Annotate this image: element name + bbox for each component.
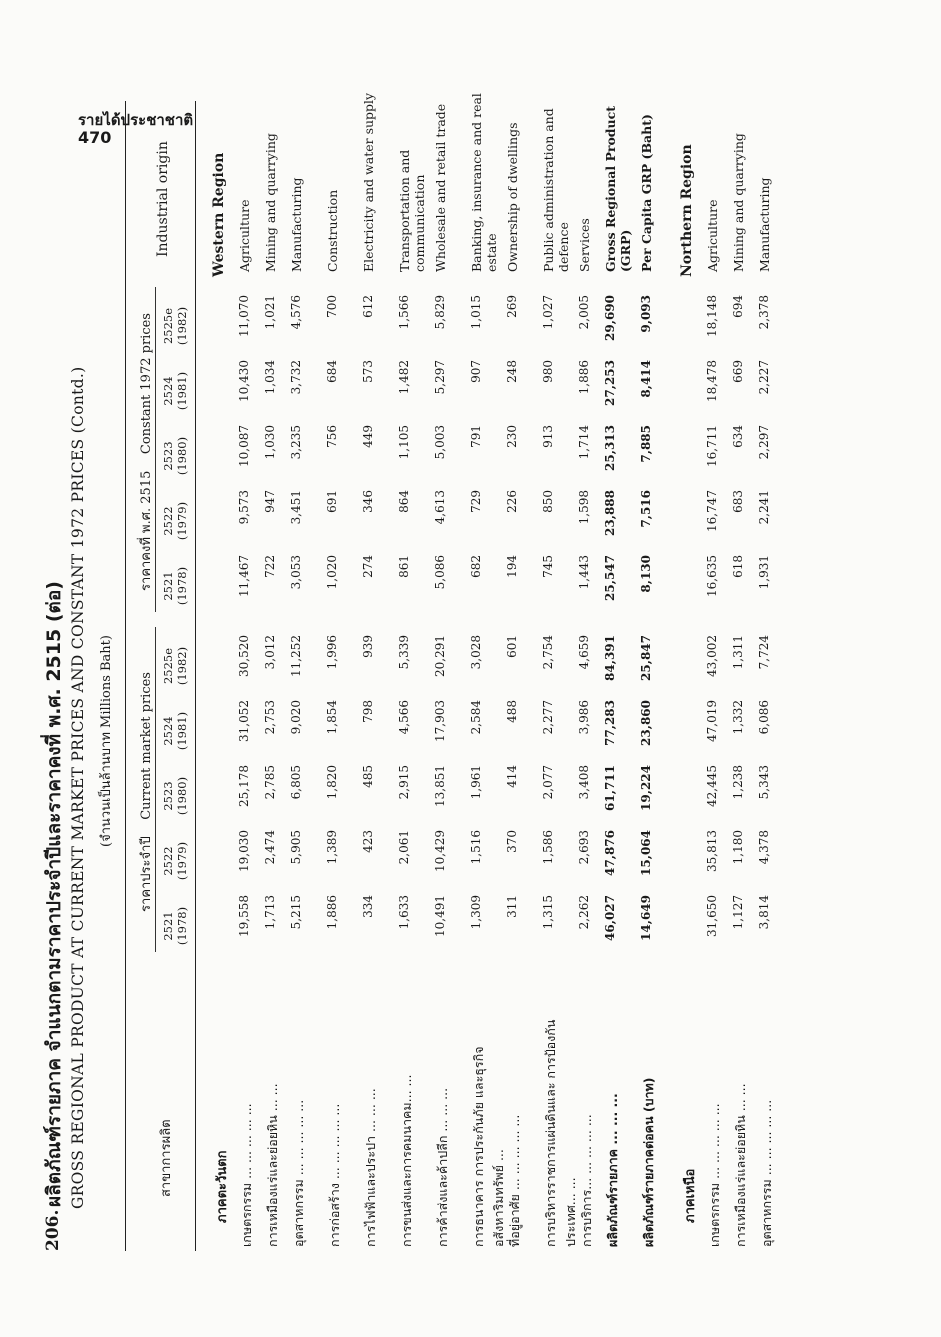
cell-value: 1,854	[325, 700, 339, 735]
cell-value: 1,021	[263, 295, 277, 330]
cell-value: 194	[505, 555, 519, 578]
cell-value: 414	[505, 765, 519, 788]
cell-value: 2,061	[397, 830, 411, 865]
year-header	[161, 425, 190, 487]
cell-value: 485	[361, 765, 375, 788]
cell-value: 5,086	[433, 555, 447, 590]
cell-value: 248	[505, 360, 519, 383]
table-unit: (จำนวนเป็นล้านบาท Millions Baht)	[99, 635, 114, 847]
cell-value: 16,747	[705, 490, 719, 532]
group-current-english: Current market prices	[139, 672, 154, 820]
cell-value: 269	[505, 295, 519, 318]
cell-value: 19,558	[237, 895, 251, 937]
cell-value: 2,262	[577, 895, 591, 930]
cell-value: 1,020	[325, 555, 339, 590]
year-be: 2523	[161, 441, 175, 471]
cell-value: 61,711	[603, 765, 617, 811]
cell-value: 5,829	[433, 295, 447, 330]
cell-value: 5,343	[757, 765, 771, 800]
year-header	[161, 295, 190, 357]
cell-value: 5,339	[397, 635, 411, 670]
row-label-english: Agriculture	[237, 199, 252, 272]
cell-value: 5,905	[289, 830, 303, 865]
group-header-current	[135, 627, 156, 957]
year-be: 2525e	[161, 307, 175, 345]
cell-value: 15,064	[639, 830, 653, 876]
cell-value: 346	[361, 490, 375, 513]
cell-value: 3,012	[263, 635, 277, 670]
cell-value: 700	[325, 295, 339, 318]
cell-value: 2,915	[397, 765, 411, 800]
table-title-thai: ผลิตภัณฑ์รายภาค จำแนกตามราคาประจำปีและราคาคงที่ พ.ศ. 2515 (ต่อ)	[43, 581, 65, 1207]
cell-value: 7,724	[757, 635, 771, 670]
group-constant-thai: ราคาคงที่ พ.ศ. 2515	[139, 470, 154, 591]
cell-value: 1,034	[263, 360, 277, 395]
year-ce: (1980)	[175, 436, 190, 476]
row-label-english: Electricity and water supply	[361, 92, 376, 272]
cell-value: 334	[361, 895, 375, 918]
cell-value: 2,378	[757, 295, 771, 330]
cell-value: 683	[731, 490, 745, 513]
cell-value: 9,020	[289, 700, 303, 735]
table-number: 206.	[43, 1209, 63, 1251]
year-be: 2524	[161, 716, 175, 746]
cell-value: 1,586	[541, 830, 555, 865]
cell-value: 2,785	[263, 765, 277, 800]
header-rule	[195, 101, 196, 1251]
cell-value: 864	[397, 490, 411, 513]
cell-value: 23,860	[639, 700, 653, 746]
row-label-thai: อุตสาหกรรม ... ... ... ... ...	[759, 1099, 774, 1247]
cell-value: 230	[505, 425, 519, 448]
cell-value: 31,052	[237, 700, 251, 742]
cell-value: 47,019	[705, 700, 719, 742]
cell-value: 29,690	[603, 295, 617, 341]
row-label-english: Banking, insurance and real estate	[469, 93, 499, 272]
cell-value: 4,613	[433, 490, 447, 525]
cell-value: 274	[361, 555, 375, 578]
year-ce: (1981)	[175, 711, 190, 751]
cell-value: 1,598	[577, 490, 591, 525]
cell-value: 1,931	[757, 555, 771, 590]
cell-value: 1,015	[469, 295, 483, 330]
row-label-english: Gross Regional Product (GRP)	[603, 105, 633, 272]
cell-value: 634	[731, 425, 745, 448]
cell-value: 1,886	[577, 360, 591, 395]
cell-value: 1,633	[397, 895, 411, 930]
year-header	[161, 700, 190, 762]
cell-value: 18,148	[705, 295, 719, 337]
cell-value: 3,028	[469, 635, 483, 670]
row-label-thai: การค้าส่งและค้าปลีก ... ... ...	[435, 1087, 450, 1247]
row-label-english: Public administration and defence	[541, 108, 571, 272]
group-constant-english: Constant 1972 prices	[139, 313, 154, 455]
row-label-thai: การเหมืองแร่และย่อยหิน ... ...	[733, 1083, 748, 1247]
cell-value: 2,277	[541, 700, 555, 735]
cell-value: 2,474	[263, 830, 277, 865]
cell-value: 694	[731, 295, 745, 318]
cell-value: 31,650	[705, 895, 719, 937]
cell-value: 3,986	[577, 700, 591, 735]
cell-value: 669	[731, 360, 745, 383]
row-label-english: Manufacturing	[757, 177, 772, 272]
top-rule	[125, 101, 126, 1251]
row-label-thai: การบริการ... ... ... ... ...	[579, 1114, 594, 1247]
cell-value: 42,445	[705, 765, 719, 807]
section-title-english: Northern Region	[679, 144, 695, 277]
column-header-thai: สาขาการผลิต	[159, 1119, 174, 1197]
year-ce: (1978)	[175, 566, 190, 606]
year-header	[161, 490, 190, 552]
cell-value: 684	[325, 360, 339, 383]
row-label-english: Mining and quarrying	[263, 133, 278, 272]
cell-value: 756	[325, 425, 339, 448]
cell-value: 423	[361, 830, 375, 853]
row-label-english: Transportation and communication	[397, 149, 427, 272]
cell-value: 10,087	[237, 425, 251, 467]
cell-value: 1,309	[469, 895, 483, 930]
cell-value: 2,241	[757, 490, 771, 525]
cell-value: 1,180	[731, 830, 745, 865]
year-ce: (1982)	[175, 306, 190, 346]
cell-value: 1,713	[263, 895, 277, 930]
year-be: 2524	[161, 376, 175, 406]
cell-value: 3,814	[757, 895, 771, 930]
row-label-english: Per Capita GRP (Baht)	[639, 114, 654, 272]
cell-value: 9,093	[639, 295, 653, 333]
cell-value: 23,888	[603, 490, 617, 536]
cell-value: 9,573	[237, 490, 251, 525]
cell-value: 1,311	[731, 635, 745, 670]
cell-value: 573	[361, 360, 375, 383]
cell-value: 19,030	[237, 830, 251, 872]
year-be: 2522	[161, 506, 175, 536]
group-current-thai: ราคาประจำปี	[139, 836, 154, 912]
year-ce: (1982)	[175, 646, 190, 686]
cell-value: 488	[505, 700, 519, 723]
row-label-thai: การก่อสร้าง ... ... ... ... ...	[327, 1103, 342, 1247]
cell-value: 729	[469, 490, 483, 513]
cell-value: 2,693	[577, 830, 591, 865]
cell-value: 939	[361, 635, 375, 658]
cell-value: 7,516	[639, 490, 653, 528]
cell-value: 11,252	[289, 635, 303, 677]
cell-value: 16,635	[705, 555, 719, 597]
year-header	[161, 765, 190, 827]
cell-value: 1,105	[397, 425, 411, 460]
row-label-thai: ที่อยู่อาศัย ... ... ... ... ...	[507, 1114, 522, 1247]
row-label-thai: ผลิตภัณฑ์รายภาคต่อคน (บาท)	[641, 1077, 656, 1247]
row-label-english: Construction	[325, 189, 340, 272]
cell-value: 947	[263, 490, 277, 513]
cell-value: 2,584	[469, 700, 483, 735]
cell-value: 1,820	[325, 765, 339, 800]
cell-value: 4,378	[757, 830, 771, 865]
cell-value: 47,876	[603, 830, 617, 876]
cell-value: 722	[263, 555, 277, 578]
group-header-constant	[135, 287, 156, 617]
cell-value: 2,227	[757, 360, 771, 395]
cell-value: 1,332	[731, 700, 745, 735]
cell-value: 77,283	[603, 700, 617, 746]
cell-value: 7,885	[639, 425, 653, 463]
cell-value: 3,053	[289, 555, 303, 590]
cell-value: 8,414	[639, 360, 653, 398]
cell-value: 4,566	[397, 700, 411, 735]
year-header	[161, 635, 190, 697]
cell-value: 17,903	[433, 700, 447, 742]
cell-value: 18,478	[705, 360, 719, 402]
cell-value: 35,813	[705, 830, 719, 872]
cell-value: 1,516	[469, 830, 483, 865]
cell-value: 311	[505, 895, 519, 918]
cell-value: 2,005	[577, 295, 591, 330]
row-label-english: Agriculture	[705, 199, 720, 272]
cell-value: 1,886	[325, 895, 339, 930]
cell-value: 226	[505, 490, 519, 513]
cell-value: 1,238	[731, 765, 745, 800]
cell-value: 1,996	[325, 635, 339, 670]
row-label-thai: การไฟฟ้าและประปา ... ... ...	[363, 1088, 378, 1247]
cell-value: 11,467	[237, 555, 251, 597]
cell-value: 612	[361, 295, 375, 318]
cell-value: 1,566	[397, 295, 411, 330]
cell-value: 618	[731, 555, 745, 578]
cell-value: 2,754	[541, 635, 555, 670]
year-be: 2523	[161, 781, 175, 811]
year-header	[161, 555, 190, 617]
cell-value: 1,443	[577, 555, 591, 590]
row-label-thai: ผลิตภัณฑ์รายภาค ... ... ...	[605, 1093, 620, 1247]
cell-value: 27,253	[603, 360, 617, 406]
section-title-thai: ภาคเหนือ	[683, 1168, 698, 1223]
cell-value: 16,711	[705, 425, 719, 467]
group-underline-current	[155, 627, 156, 952]
year-ce: (1981)	[175, 371, 190, 411]
cell-value: 19,224	[639, 765, 653, 811]
cell-value: 4,576	[289, 295, 303, 330]
cell-value: 2,753	[263, 700, 277, 735]
cell-value: 449	[361, 425, 375, 448]
cell-value: 5,297	[433, 360, 447, 395]
rotated-table	[25, 87, 865, 1257]
cell-value: 25,547	[603, 555, 617, 601]
cell-value: 25,313	[603, 425, 617, 471]
cell-value: 691	[325, 490, 339, 513]
group-underline-constant	[155, 287, 156, 612]
year-header	[161, 895, 190, 957]
cell-value: 1,127	[731, 895, 745, 930]
cell-value: 601	[505, 635, 519, 658]
year-be: 2525e	[161, 647, 175, 685]
year-be: 2521	[161, 571, 175, 601]
book-title: รายได้ประชาชาติ	[78, 111, 194, 129]
year-ce: (1979)	[175, 841, 190, 881]
cell-value: 1,961	[469, 765, 483, 800]
cell-value: 11,070	[237, 295, 251, 337]
cell-value: 5,003	[433, 425, 447, 460]
cell-value: 1,315	[541, 895, 555, 930]
row-label-thai: อุตสาหกรรม ... ... ... ... ...	[291, 1099, 306, 1247]
cell-value: 1,482	[397, 360, 411, 395]
cell-value: 43,002	[705, 635, 719, 677]
cell-value: 5,215	[289, 895, 303, 930]
cell-value: 3,408	[577, 765, 591, 800]
cell-value: 791	[469, 425, 483, 448]
row-label-english: Manufacturing	[289, 177, 304, 272]
row-label-thai: การขนส่งและการคมนาคม... ...	[399, 1074, 414, 1247]
cell-value: 25,847	[639, 635, 653, 681]
cell-value: 1,714	[577, 425, 591, 460]
cell-value: 798	[361, 700, 375, 723]
row-label-thai: การบริหารราชการแผ่นดินและ การป้องกันประเทศ... ...	[543, 1019, 578, 1247]
cell-value: 682	[469, 555, 483, 578]
cell-value: 10,430	[237, 360, 251, 402]
section-title-thai: ภาคตะวันตก	[215, 1150, 230, 1223]
cell-value: 3,451	[289, 490, 303, 525]
row-label-english: Services	[577, 218, 592, 272]
row-label-thai: การธนาคาร การประกันภัย และธุรกิจอสังหาริมทรัพย์ ...	[471, 1046, 506, 1247]
cell-value: 4,659	[577, 635, 591, 670]
cell-value: 2,297	[757, 425, 771, 460]
section-title-english: Western Region	[211, 152, 227, 277]
cell-value: 14,649	[639, 895, 653, 941]
cell-value: 46,027	[603, 895, 617, 941]
cell-value: 6,805	[289, 765, 303, 800]
row-label-thai: เกษตรกรรม ... ... ... ... ...	[707, 1103, 722, 1247]
row-label-thai: การเหมืองแร่และย่อยหิน ... ...	[265, 1083, 280, 1247]
cell-value: 10,429	[433, 830, 447, 872]
cell-value: 10,491	[433, 895, 447, 937]
row-label-english: Wholesale and retail trade	[433, 103, 448, 272]
row-label-english: Ownership of dwellings	[505, 122, 520, 272]
cell-value: 3,235	[289, 425, 303, 460]
cell-value: 8,130	[639, 555, 653, 593]
year-ce: (1978)	[175, 906, 190, 946]
cell-value: 980	[541, 360, 555, 383]
column-header-english: Industrial origin	[155, 141, 171, 257]
row-label-english: Mining and quarrying	[731, 133, 746, 272]
table-title-english: GROSS REGIONAL PRODUCT AT CURRENT MARKET PRICES AND CONSTANT 1972 PRICES (Contd.)	[69, 366, 87, 1209]
cell-value: 30,520	[237, 635, 251, 677]
cell-value: 20,291	[433, 635, 447, 677]
cell-value: 907	[469, 360, 483, 383]
cell-value: 1,030	[263, 425, 277, 460]
cell-value: 25,178	[237, 765, 251, 807]
year-ce: (1979)	[175, 501, 190, 541]
cell-value: 13,851	[433, 765, 447, 807]
cell-value: 84,391	[603, 635, 617, 681]
cell-value: 3,732	[289, 360, 303, 395]
cell-value: 6,086	[757, 700, 771, 735]
cell-value: 1,389	[325, 830, 339, 865]
cell-value: 913	[541, 425, 555, 448]
year-be: 2522	[161, 846, 175, 876]
page-number: 470	[78, 127, 112, 147]
year-header	[161, 360, 190, 422]
cell-value: 1,027	[541, 295, 555, 330]
cell-value: 370	[505, 830, 519, 853]
year-ce: (1980)	[175, 776, 190, 816]
cell-value: 745	[541, 555, 555, 578]
year-be: 2521	[161, 911, 175, 941]
cell-value: 861	[397, 555, 411, 578]
row-label-thai: เกษตรกรรม ... ... ... ... ...	[239, 1103, 254, 1247]
cell-value: 2,077	[541, 765, 555, 800]
year-header	[161, 830, 190, 892]
cell-value: 850	[541, 490, 555, 513]
